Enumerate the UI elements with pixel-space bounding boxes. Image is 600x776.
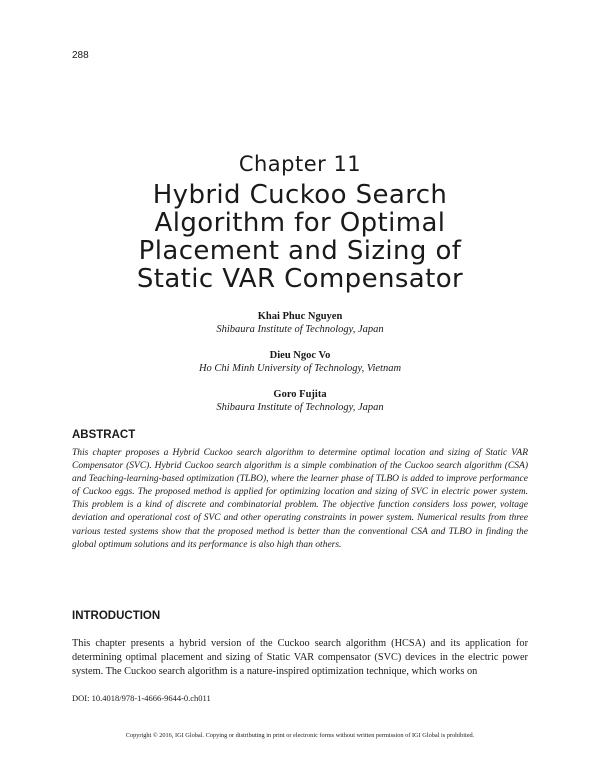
chapter-title-line-1: Hybrid Cuckoo Search [152,180,448,210]
abstract-heading: ABSTRACT [72,429,136,441]
introduction-text: This chapter presents a hybrid version of the Cuckoo search algorithm (HCSA) and its application for determining optimal placement and sizing of Static VAR compensator (SVC) devices in the electric power system. The Cuckoo search algorithm is a nature-inspired optimization technique, which works on [72,638,528,677]
abstract-text: This chapter proposes a Hybrid Cuckoo search algorithm to determine optimal location and sizing of Static VAR Compensator (SVC). Hybrid Cuckoo search algorithm is a simple combination of the Cuckoo search algorithm (CSA) and Teaching-learning-based optimization (TLBO), where the learner phase of TLBO is added to improve performance of Cuckoo eggs. The proposed method is applied for optimizing location and sizing of SVC in electric power system. This problem is a kind of discrete and combinatorial problem. The objective function considers loss power, voltage deviation and operational cost of SVC and other operating constraints in power system. Numerical results from three various tested systems show that the proposed method is better than the conventional CSA and TLBO in finding the global optimum solutions and its performance is also high than others. [72,448,528,550]
copyright-notice: Copyright © 2016, IGI Global. Copying or distributing in print or electronic forms without written permission of IGI Global is prohibited. [125,732,475,739]
author-3 [0,388,600,414]
author-affiliation: Shibaura Institute of Technology, Japan [216,402,384,413]
chapter-title [60,181,540,293]
chapter-label: Chapter 11 [238,152,362,176]
chapter-title-line-2: Algorithm for Optimal [154,208,446,238]
author-name: Goro Fujita [273,389,327,400]
doi-footnote: DOI: 10.4018/978-1-4666-9644-0.ch011 [72,693,211,703]
author-list [0,310,600,427]
page-number: 288 [72,50,89,61]
author-2 [0,349,600,375]
chapter-title-line-4: Static VAR Compensator [136,264,464,294]
introduction-heading: INTRODUCTION [72,610,161,622]
author-affiliation: Shibaura Institute of Technology, Japan [216,324,384,335]
chapter-title-line-3: Placement and Sizing of [138,236,462,266]
author-name: Khai Phuc Nguyen [257,311,343,322]
author-name: Dieu Ngoc Vo [269,350,331,361]
author-affiliation: Ho Chi Minh University of Technology, Vietnam [198,363,402,374]
author-1 [0,310,600,336]
